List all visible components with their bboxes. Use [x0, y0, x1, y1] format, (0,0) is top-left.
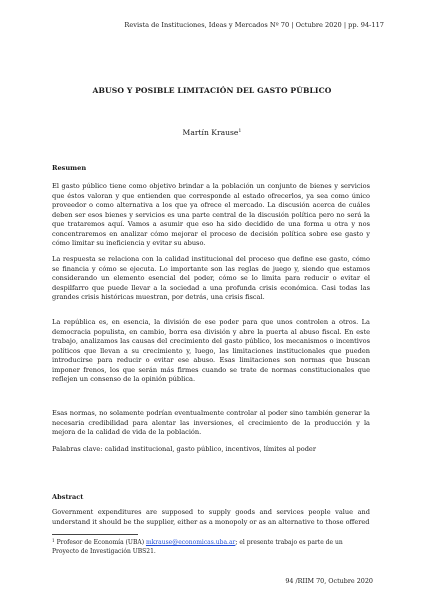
author-name: Martín Krause: [182, 128, 239, 137]
page-footer: 94 /RIIM 70, Octubre 2020: [285, 577, 373, 585]
author-email-link[interactable]: mkrause@economicas.uba.ar: [145, 539, 236, 546]
footnote-text-before: Profesor de Economía (UBA): [54, 539, 146, 546]
resumen-heading: Resumen: [52, 164, 87, 172]
keywords-line: Palabras clave: calidad institucional, gasto público, incentivos, límites al poder: [52, 445, 316, 453]
resumen-paragraph: El gasto público tiene como objetivo brindar a la población un conjunto de bienes y servicios que éstos valoran y que entienden que corresponde al estado ofrecerlos, ya sea como único proveedor o como alternativa a los que ya ofrece el mercado. La discusión acerca de cuáles deben ser esos bienes y servicios es una parte central de la discusión política pero no será la que trataremos aquí. Vamos a asumir que eso ha sido decidido de una forma u otra y nos concentraremos en analizar cómo mejorar el proceso de decisión política sobre ese gasto y cómo limitar su ineficiencia y evitar su abuso.: [52, 182, 370, 247]
resumen-paragraph: La república es, en esencia, la división de ese poder para que unos controlen a otros. La democracia populista, en cambio, borra esa división y abre la puerta al abuso fiscal. En este trabajo, analizamos las causas del crecimiento del gasto público, los mecanismos o incentivos políticos que llevan a su crecimiento y, luego, las limitaciones institucionales que pueden introducirse para reducir o evitar ese abuso. Esas limitaciones son normas que buscan imponer frenos, los que serán más firmes cuando se trate de normas constitucionales que reflejen un consenso de la opinión pública.: [52, 318, 370, 383]
paper-title: ABUSO Y POSIBLE LIMITACIÓN DEL GASTO PÚBLICO: [92, 86, 332, 95]
footnote: [52, 538, 370, 556]
abstract-heading: Abstract: [52, 493, 84, 501]
author-footnote-marker[interactable]: 1: [238, 129, 242, 134]
footnote-text-after: ; el presente trabajo es parte de un Proyecto de Investigación UBS21.: [52, 539, 343, 555]
resumen-paragraph: Esas normas, no solamente podrían eventualmente controlar al poder sino también generar la necesaria credibilidad para alentar las inversiones, el crecimiento de la producción y la mejora de la calidad de vida de la población.: [52, 409, 370, 436]
footnote-divider: [52, 534, 138, 535]
resumen-paragraph: La respuesta se relaciona con la calidad institucional del proceso que define ese gasto, cómo se financia y cómo se ejecuta. Lo importante son las reglas de juego y, siendo que estamos considerando un elemento esencial del poder, cómo se lo limita para reducir o evitar el despilfarro que puede llevar a la sociedad a una profunda crisis económica. Casi todas las grandes crisis históricas muestran, por detrás, una crisis fiscal.: [52, 255, 370, 301]
author-line: [0, 128, 424, 138]
running-head: Revista de Instituciones, Ideas y Mercados Nº 70 | Octubre 2020 | pp. 94-117: [124, 21, 384, 29]
footnote-marker: 1: [52, 538, 55, 543]
abstract-paragraph: Government expenditures are supposed to supply goods and services people value and understand it should be the supplier, either as a monopoly or as an alternative to those offered: [52, 508, 370, 526]
